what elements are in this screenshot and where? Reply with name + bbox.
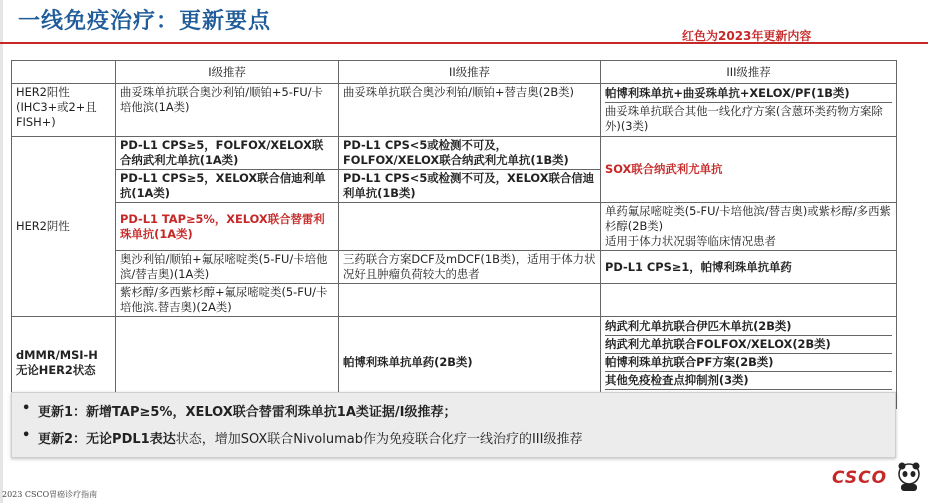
her2neg-tap-level1: PD-L1 TAP≥5%，XELOX联合替雷利珠单抗(1A类) <box>116 203 339 251</box>
page-title: 一线免疫治疗：更新要点 <box>18 9 272 34</box>
row-her2-positive <box>12 84 897 137</box>
label-dmmr: dMMR/MSI-H 无论HER2状态 <box>12 317 116 409</box>
her2pos-level2: 曲妥珠单抗联合奥沙利铂/顺铂+替吉奥(2B类) <box>339 84 601 137</box>
panda-icon <box>896 462 922 492</box>
dmmr-level3-item: 其他免疫检查点抑制剂(3类) <box>605 372 892 390</box>
header-level-3: III级推荐 <box>601 61 897 84</box>
row-her2-neg-1 <box>12 137 897 170</box>
update-item-2 <box>22 428 885 447</box>
dmmr-level3-item: 帕博利珠单抗联合PF方案(2B类) <box>605 354 892 372</box>
her2neg-r4-level2: 三药联合方案DCF及mDCF(1B类)，适用于体力状况好且肿瘤负荷较大的患者 <box>339 251 601 284</box>
bullet-dot: • <box>22 401 31 416</box>
header-level-1: I级推荐 <box>116 61 339 84</box>
update-1-text: 新增TAP≥5%，XELOX联合替雷利珠单抗1A类证据/I级推荐； <box>86 405 457 420</box>
her2neg-r4-level1: 奥沙利铂/顺铂+氟尿嘧啶类(5-FU/卡培他滨/替吉奥)(1A类) <box>116 251 339 284</box>
her2neg-r3-level3-b: 适用于体力状况弱等临床情况患者 <box>605 234 776 248</box>
label-her2-negative: HER2阴性 <box>12 137 116 317</box>
her2neg-r2-level2: PD-L1 CPS<5或检测不可及，XELOX联合信迪利单抗(1B类) <box>339 170 601 203</box>
footer-source: 2023 CSCO胃癌诊疗指南 <box>2 490 98 499</box>
header-row <box>12 61 897 84</box>
row-her2-neg-4 <box>12 251 897 284</box>
update-1-label: 更新1： <box>38 405 87 420</box>
recommendation-table <box>11 60 897 409</box>
update-2-label: 更新2： <box>38 432 87 447</box>
update-note: 红色为2023年更新内容 <box>682 29 812 43</box>
her2neg-r1-level2: PD-L1 CPS<5或检测不可及，FOLFOX/XELOX联合纳武利尤单抗(1B类) <box>339 137 601 170</box>
left-edge <box>0 0 3 503</box>
her2neg-r5-level1: 紫杉醇/多西紫杉醇+氟尿嘧啶类(5-FU/卡培他滨.替吉奥)(2A类) <box>116 284 339 317</box>
her2pos-level3 <box>601 84 897 137</box>
her2pos-level3-b: 曲妥珠单抗联合其他一线化疗方案(含蒽环类药物方案除外)(3类) <box>605 104 883 133</box>
her2neg-r5-level2 <box>339 284 601 317</box>
her2pos-level1: 曲妥珠单抗联合奥沙利铂/顺铂+5-FU/卡培他滨(1A类) <box>116 84 339 137</box>
update-item-1 <box>22 401 885 420</box>
header-empty <box>12 61 116 84</box>
dmmr-level3-item: 纳武利尤单抗联合伊匹木单抗(2B类) <box>605 318 892 336</box>
header-level-2: II级推荐 <box>339 61 601 84</box>
update-2-text: 状态，增加SOX联合Nivolumab作为免疫联合化疗一线治疗的III级推荐 <box>175 432 583 447</box>
dmmr-level2: 帕博利珠单抗单药(2B类) <box>339 317 601 409</box>
her2pos-level3-a: 帕博利珠单抗+曲妥珠单抗+XELOX/PF(1B类) <box>605 85 892 103</box>
her2neg-sox-level3: SOX联合纳武利尤单抗 <box>601 137 897 203</box>
her2neg-r2-level1: PD-L1 CPS≥5，XELOX联合信迪利单抗(1A类) <box>116 170 339 203</box>
her2neg-r1-level1: PD-L1 CPS≥5，FOLFOX/XELOX联合纳武利尤单抗(1A类) <box>116 137 339 170</box>
her2neg-r3-level3 <box>601 203 897 251</box>
her2neg-r5-level3 <box>601 284 897 317</box>
dmmr-level3-item: 纳武利尤单抗联合FOLFOX/XELOX(2B类) <box>605 336 892 354</box>
update-summary-box <box>11 392 896 458</box>
update-2-highlight: 无论PDL1表达 <box>86 432 176 447</box>
her2neg-r3-level3-a: 单药氟尿嘧啶类(5-FU/卡培他滨/替吉奥)或紫杉醇/多西紫杉醇(2B类) <box>605 204 891 233</box>
bullet-dot: • <box>22 428 31 443</box>
her2neg-r4-level3: PD-L1 CPS≥1，帕博利珠单抗单药 <box>601 251 897 284</box>
row-her2-neg-5 <box>12 284 897 317</box>
her2neg-r3-level2 <box>339 203 601 251</box>
csco-logo: CSCO <box>832 468 888 488</box>
label-her2-positive: HER2阳性(IHC3+或2+且FISH+) <box>12 84 116 137</box>
row-her2-neg-3 <box>12 203 897 251</box>
